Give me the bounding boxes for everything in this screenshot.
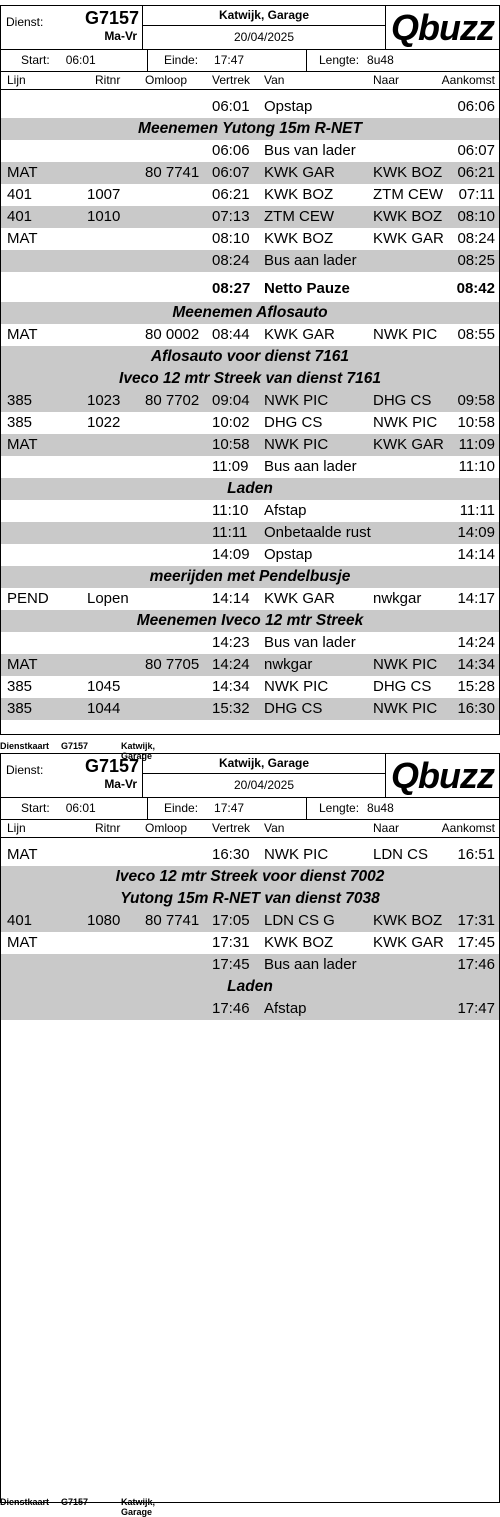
cell-naar: DHG CS xyxy=(373,392,432,409)
col-aankomst: Aankomst xyxy=(441,821,495,835)
cell-lijn: 385 xyxy=(7,700,33,717)
schedule-row xyxy=(1,698,499,720)
cell-ritnr: 1045 xyxy=(87,678,121,695)
cell-van: Bus aan lader xyxy=(264,252,357,269)
footer-code: G7157 xyxy=(61,741,89,751)
cell-van: KWK BOZ xyxy=(264,934,334,951)
dienst-code: G7157 xyxy=(84,8,139,28)
dienst-label: Dienst: xyxy=(6,763,44,777)
cell-vertrek: 15:32 xyxy=(212,700,250,717)
schedule-row xyxy=(1,250,499,272)
schedule-row xyxy=(1,522,499,544)
schedule-row xyxy=(1,324,499,346)
cell-lijn: MAT xyxy=(7,436,38,453)
cell-vertrek: 17:45 xyxy=(212,956,250,973)
cell-aankomst: 11:09 xyxy=(458,436,495,453)
cell-lijn: 385 xyxy=(7,678,33,695)
card-header xyxy=(1,6,499,50)
cell-aankomst: 17:31 xyxy=(457,912,495,929)
cell-naar: NWK PIC xyxy=(373,700,438,717)
section-heading: Meenemen Aflosauto xyxy=(1,302,499,324)
cell-van: Netto Pauze xyxy=(264,280,350,297)
cell-naar: KWK BOZ xyxy=(373,164,443,181)
cell-lijn: PEND xyxy=(7,590,49,607)
cell-vertrek: 09:04 xyxy=(212,392,250,409)
schedule-row xyxy=(1,654,499,676)
schedule-rows xyxy=(1,96,499,720)
cell-aankomst: 06:07 xyxy=(457,142,495,159)
cell-vertrek: 14:34 xyxy=(212,678,250,695)
cell-aankomst: 08:42 xyxy=(456,280,495,297)
cell-aankomst: 14:17 xyxy=(457,590,495,607)
schedule-row xyxy=(1,932,499,954)
schedule-row xyxy=(1,140,499,162)
cell-aankomst: 07:11 xyxy=(458,186,495,203)
col-naar: Naar xyxy=(373,73,400,87)
cell-naar: KWK BOZ xyxy=(373,208,443,225)
footer-location: Katwijk, Garage xyxy=(121,1497,156,1517)
cell-omloop: 80 0002 xyxy=(145,326,200,343)
cell-ritnr: 1007 xyxy=(87,186,121,203)
cell-lijn: MAT xyxy=(7,164,38,181)
cell-aankomst: 08:25 xyxy=(457,252,495,269)
schedule-row xyxy=(1,588,499,610)
schedule-row xyxy=(1,412,499,434)
cell-aankomst: 08:55 xyxy=(457,326,495,343)
cell-aankomst: 14:14 xyxy=(457,546,495,563)
cell-naar: nwkgar xyxy=(373,590,422,607)
dienst-code: G7157 xyxy=(84,756,139,776)
cell-lijn: 401 xyxy=(7,208,33,225)
cell-vertrek: 11:09 xyxy=(212,458,249,475)
col-lijn: Lijn xyxy=(7,821,26,835)
cell-vertrek: 08:24 xyxy=(212,252,250,269)
lengte-value: 8u48 xyxy=(367,801,394,815)
cell-van: NWK PIC xyxy=(264,846,329,863)
cell-van: KWK GAR xyxy=(264,326,335,343)
lengte-label: Lengte: xyxy=(319,801,360,815)
location: Katwijk, Garage xyxy=(143,6,385,26)
einde-label: Einde: xyxy=(164,53,199,67)
start-label: Start: xyxy=(21,801,50,815)
start-label: Start: xyxy=(21,53,50,67)
cell-vertrek: 17:46 xyxy=(212,1000,250,1017)
cell-van: DHG CS xyxy=(264,700,323,717)
col-van: Van xyxy=(264,73,285,87)
schedule-row xyxy=(1,910,499,932)
cell-aankomst: 14:34 xyxy=(457,656,495,673)
section-heading: Meenemen Yutong 15m R-NET xyxy=(1,118,499,140)
cell-aankomst: 08:10 xyxy=(457,208,495,225)
footer-title: Dienstkaart xyxy=(0,1497,50,1507)
card-header xyxy=(1,754,499,798)
cell-van: Afstap xyxy=(264,502,307,519)
cell-naar: DHG CS xyxy=(373,678,432,695)
einde-value: 17:47 xyxy=(214,801,245,815)
schedule-row xyxy=(1,434,499,456)
cell-van: KWK GAR xyxy=(264,590,335,607)
schedule-row xyxy=(1,162,499,184)
cell-van: Onbetaalde rust xyxy=(264,524,371,541)
cell-vertrek: 07:13 xyxy=(212,208,250,225)
col-omloop: Omloop xyxy=(145,73,188,87)
cell-van: KWK BOZ xyxy=(264,186,334,203)
footer-code: G7157 xyxy=(61,1497,89,1507)
location-date xyxy=(143,6,386,49)
dienst-label: Dienst: xyxy=(6,15,44,29)
cell-ritnr: 1023 xyxy=(87,392,121,409)
start-value: 06:01 xyxy=(65,53,96,67)
footer-location: Katwijk, Garage xyxy=(121,741,156,761)
cell-naar: ZTM CEW xyxy=(373,186,443,203)
cell-aankomst: 06:06 xyxy=(457,98,495,115)
cell-lijn: 401 xyxy=(7,186,33,203)
dienstkaart-card xyxy=(0,5,500,735)
cell-naar: KWK BOZ xyxy=(373,912,443,929)
cell-vertrek: 10:58 xyxy=(212,436,250,453)
col-van: Van xyxy=(264,821,285,835)
schedule-row xyxy=(1,272,499,302)
cell-vertrek: 08:27 xyxy=(212,280,251,297)
cell-aankomst: 17:45 xyxy=(457,934,495,951)
dienst-days: Ma-Vr xyxy=(104,29,137,43)
cell-van: Opstap xyxy=(264,546,313,563)
cell-naar: NWK PIC xyxy=(373,414,438,431)
cell-naar: LDN CS xyxy=(373,846,429,863)
cell-naar: NWK PIC xyxy=(373,326,438,343)
cell-aankomst: 11:11 xyxy=(459,502,495,519)
schedule-row xyxy=(1,456,499,478)
cell-van: Bus van lader xyxy=(264,634,356,651)
cell-aankomst: 10:58 xyxy=(457,414,495,431)
schedule-row xyxy=(1,500,499,522)
cell-aankomst: 08:24 xyxy=(457,230,495,247)
cell-lijn: MAT xyxy=(7,656,38,673)
column-headers xyxy=(1,820,499,838)
col-aankomst: Aankomst xyxy=(441,73,495,87)
cell-vertrek: 14:24 xyxy=(212,656,250,673)
cell-naar: NWK PIC xyxy=(373,656,438,673)
cell-ritnr: 1080 xyxy=(87,912,121,929)
shift-times xyxy=(1,798,499,820)
cell-van: Bus aan lader xyxy=(264,956,357,973)
cell-van: DHG CS xyxy=(264,414,323,431)
schedule-row xyxy=(1,206,499,228)
cell-aankomst: 17:46 xyxy=(457,956,495,973)
cell-ritnr: 1010 xyxy=(87,208,121,225)
dienst-info xyxy=(1,6,143,49)
schedule-row xyxy=(1,998,499,1020)
dienstkaart-card xyxy=(0,753,500,1503)
cell-omloop: 80 7741 xyxy=(145,912,200,929)
schedule-rows xyxy=(1,844,499,1020)
section-heading: Iveco 12 mtr Streek van dienst 7161 xyxy=(1,368,499,390)
cell-lijn: MAT xyxy=(7,846,38,863)
einde-value: 17:47 xyxy=(214,53,245,67)
cell-omloop: 80 7702 xyxy=(145,392,200,409)
cell-lijn: 401 xyxy=(7,912,33,929)
schedule-row xyxy=(1,96,499,118)
cell-vertrek: 06:06 xyxy=(212,142,250,159)
cell-van: Bus van lader xyxy=(264,142,356,159)
cell-vertrek: 14:09 xyxy=(212,546,250,563)
dienst-info xyxy=(1,754,143,797)
einde-label: Einde: xyxy=(164,801,199,815)
cell-van: KWK GAR xyxy=(264,164,335,181)
section-heading: Aflosauto voor dienst 7161 xyxy=(1,346,499,368)
cell-vertrek: 17:05 xyxy=(212,912,250,929)
date: 20/04/2025 xyxy=(233,778,295,792)
cell-vertrek: 16:30 xyxy=(212,846,250,863)
section-heading: Yutong 15m R-NET van dienst 7038 xyxy=(1,888,499,910)
cell-lijn: MAT xyxy=(7,326,38,343)
schedule-row xyxy=(1,544,499,566)
lengte-value: 8u48 xyxy=(367,53,394,67)
cell-vertrek: 11:11 xyxy=(212,524,248,541)
cell-ritnr: 1022 xyxy=(87,414,121,431)
cell-van: Opstap xyxy=(264,98,313,115)
section-heading: Laden xyxy=(1,976,499,998)
schedule-row xyxy=(1,632,499,654)
cell-vertrek: 17:31 xyxy=(212,934,250,951)
qbuzz-logo: Qbuzz xyxy=(391,754,494,796)
cell-aankomst: 14:09 xyxy=(457,524,495,541)
cell-van: ZTM CEW xyxy=(264,208,334,225)
schedule-row xyxy=(1,184,499,206)
cell-vertrek: 14:23 xyxy=(212,634,250,651)
section-heading: Meenemen Iveco 12 mtr Streek xyxy=(1,610,499,632)
cell-vertrek: 08:44 xyxy=(212,326,250,343)
cell-lijn: 385 xyxy=(7,392,33,409)
col-lijn: Lijn xyxy=(7,73,26,87)
cell-ritnr: Lopen xyxy=(87,590,129,607)
location: Katwijk, Garage xyxy=(143,754,385,774)
schedule-row xyxy=(1,954,499,976)
cell-vertrek: 08:10 xyxy=(212,230,250,247)
cell-aankomst: 16:30 xyxy=(457,700,495,717)
schedule-row xyxy=(1,228,499,250)
cell-lijn: MAT xyxy=(7,230,38,247)
section-heading: meerijden met Pendelbusje xyxy=(1,566,499,588)
cell-lijn: 385 xyxy=(7,414,33,431)
dienst-days: Ma-Vr xyxy=(104,777,137,791)
cell-naar: KWK GAR xyxy=(373,436,444,453)
cell-van: nwkgar xyxy=(264,656,313,673)
schedule-row xyxy=(1,676,499,698)
cell-aankomst: 15:28 xyxy=(457,678,495,695)
cell-vertrek: 06:07 xyxy=(212,164,250,181)
col-ritnr: Ritnr xyxy=(95,821,121,835)
cell-van: NWK PIC xyxy=(264,392,329,409)
cell-ritnr: 1044 xyxy=(87,700,121,717)
cell-naar: KWK GAR xyxy=(373,934,444,951)
cell-van: Afstap xyxy=(264,1000,307,1017)
section-heading: Laden xyxy=(1,478,499,500)
location-date xyxy=(143,754,386,797)
cell-aankomst: 09:58 xyxy=(457,392,495,409)
footer-title: Dienstkaart xyxy=(0,741,50,751)
start-value: 06:01 xyxy=(65,801,96,815)
cell-van: NWK PIC xyxy=(264,678,329,695)
cell-vertrek: 10:02 xyxy=(212,414,250,431)
shift-times xyxy=(1,50,499,72)
cell-aankomst: 06:21 xyxy=(457,164,495,181)
cell-aankomst: 11:10 xyxy=(458,458,495,475)
cell-vertrek: 06:21 xyxy=(212,186,250,203)
lengte-label: Lengte: xyxy=(319,53,360,67)
cell-vertrek: 11:10 xyxy=(212,502,249,519)
cell-van: Bus aan lader xyxy=(264,458,357,475)
cell-van: NWK PIC xyxy=(264,436,329,453)
col-omloop: Omloop xyxy=(145,821,188,835)
cell-vertrek: 14:14 xyxy=(212,590,250,607)
col-ritnr: Ritnr xyxy=(95,73,121,87)
cell-vertrek: 06:01 xyxy=(212,98,250,115)
col-naar: Naar xyxy=(373,821,400,835)
cell-aankomst: 16:51 xyxy=(457,846,495,863)
cell-aankomst: 17:47 xyxy=(457,1000,495,1017)
schedule-row xyxy=(1,390,499,412)
qbuzz-logo: Qbuzz xyxy=(391,6,494,48)
date: 20/04/2025 xyxy=(233,30,295,44)
cell-van: LDN CS G xyxy=(264,912,335,929)
cell-omloop: 80 7741 xyxy=(145,164,200,181)
cell-omloop: 80 7705 xyxy=(145,656,200,673)
col-vertrek: Vertrek xyxy=(212,821,251,835)
schedule-row xyxy=(1,844,499,866)
cell-aankomst: 14:24 xyxy=(457,634,495,651)
cell-lijn: MAT xyxy=(7,934,38,951)
column-headers xyxy=(1,72,499,90)
col-vertrek: Vertrek xyxy=(212,73,251,87)
section-heading: Iveco 12 mtr Streek voor dienst 7002 xyxy=(1,866,499,888)
cell-naar: KWK GAR xyxy=(373,230,444,247)
cell-van: KWK BOZ xyxy=(264,230,334,247)
